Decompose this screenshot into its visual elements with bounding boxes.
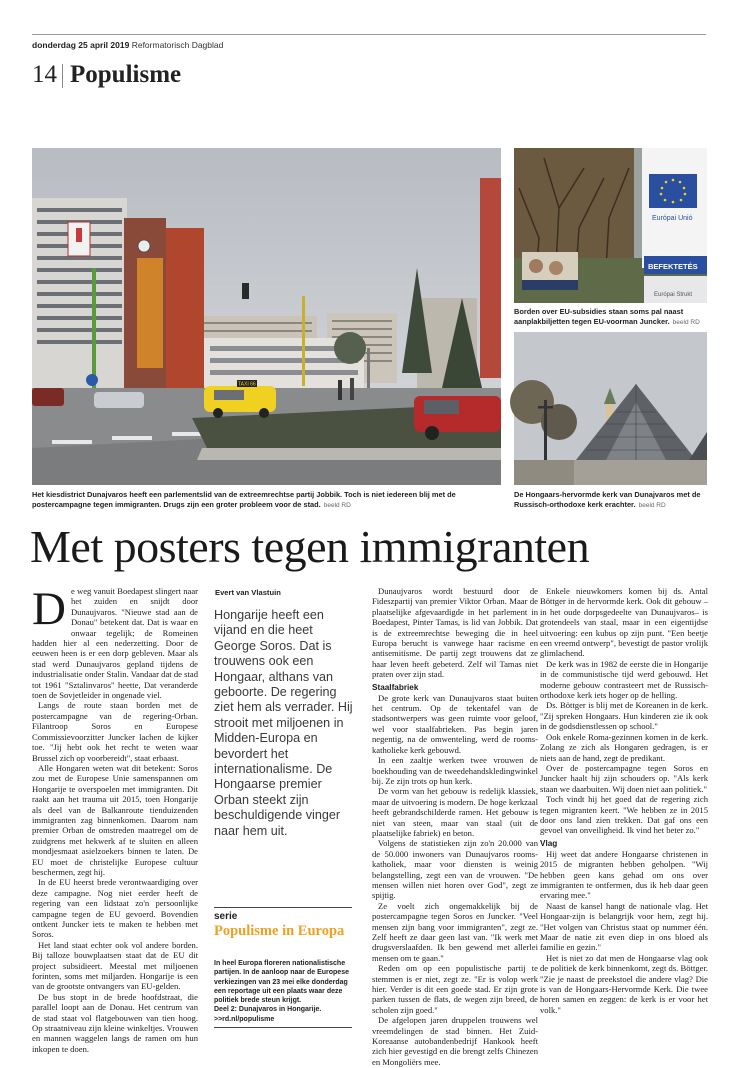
serie-title: Populisme in Europa: [214, 923, 345, 939]
section-title: Populisme: [70, 61, 182, 88]
article-subhead: Vlag: [540, 838, 558, 848]
taxi-sign-text: TAXI 66: [238, 381, 256, 388]
serie-bottom-rule: [214, 1027, 352, 1028]
pull-quote: Hongarije heeft een vijand en die heet George Soros. Dat is trouwens ook een Hongaar, althans van geboorte. De regering ziet hem als verrader. Hij strooit met miljoenen in Midden-Europa en bevordert het internationalisme. De Hongaarse premier Orban steekt zijn beschuldigende vinger naar hem uit.: [214, 608, 353, 838]
top-rule: [32, 34, 706, 35]
article-column-1: [32, 583, 198, 1056]
small-sign-text: Európai Strukt: [654, 292, 693, 298]
photo-churches: [514, 332, 707, 485]
article-paragraph: Enkele nieuwkomers komen bij ds. Antal Böttger in de hervormde kerk. Ook dit gebouw –in het oude dorpsgedeelte van Dunaujvaros– is grotendeels van staal, maar in een eigentijdse uitvoering: een kubus op zijn punt. "Een beetje een vreemd ontwerp", bevestigt de pastor vrolijk glimlachend.: [540, 586, 708, 659]
main-photo-caption: [32, 490, 502, 510]
eu-sign-text: Európai Unió: [652, 215, 693, 222]
author-name: Evert van Vlastuin: [215, 588, 281, 597]
article-paragraph: Naast de kansel hangt de nationale vlag. Het Hongaar-zijn is belangrijk voor hem, zegt hij. "Het volgen van Christus staat op nummer één. Maar de natie zit even diep in ons bloed als familie en gezin.": [540, 900, 708, 953]
page-number: 14: [32, 61, 57, 88]
main-photo-credit: beeld RD: [323, 501, 351, 509]
serie-part: Deel 2: Dunajvaros in Hongarije.: [214, 1006, 322, 1014]
article-paragraph: De bus stopt in de brede hoofdstraat, die parallel loopt aan de Donau. Het centrum van de stad staat vol flatgebouwen van tien hoog. Op straatniveau zijn kleine winkeltjes. Vrouwen en mannen waggelen langs de ramen om hun inkopen te doen.: [32, 991, 198, 1054]
newspaper-name: Reformatorisch Dagblad: [131, 40, 224, 50]
article-paragraph: Ze voelt zich ongemakkelijk bij de postercampagne tegen Soros en Juncker. "Veel mensen zijn bang voor immigranten", zegt ze. Zelf heeft ze daar geen last van. "Ik werk met drugsverslaafden. Ik ben gewend met allerlei mensen om te gaan.": [372, 900, 538, 963]
article-paragraph: Volgens de statistieken zijn zo'n 20.000 van de 50.000 inwoners van Dunaujvaros rooms-katholiek, maar voor diensten is weinig belangstelling, zegt een van de vrouwen. "De mensen willen niet horen over God", zegt ze spijtig.: [372, 838, 538, 901]
main-photo-caption-text: Het kiesdistrict Dunajvaros heeft een parlementslid van de extreemrechtse partij Jobbik. Toch is niet iedereen blij met de postercampagne tegen immigranten. Drugs zijn een groter probleem voor de stad.: [32, 490, 456, 509]
article-column-3: [372, 586, 538, 1067]
article-paragraph: In een zaaltje werken twee vrouwen de boekhouding van de tweedehandskledingwinkel bij. Ze zijn trots op hun kerk.: [372, 755, 538, 786]
befektetes-sign-text: BEFEKTETÉS: [648, 262, 698, 271]
serie-box-text: [214, 959, 354, 1024]
eu-billboards-caption-text: Borden over EU-subsidies staan soms pal naast aanplakbiljetten tegen EU-voorman Juncker.: [514, 307, 684, 326]
article-subhead: Staalfabriek: [372, 682, 419, 692]
article-paragraph: Het is niet zo dat men de Hongaarse vlag ook de politiek de kerk binnenkomt, zegt ds. Böttger. "Zie je naast de preekstoel die andere vlag? Die is van de Hongaars-Hervormde Kerk. Die twee horen samen en zeggen: de kerk is er voor het volk.": [540, 952, 708, 1015]
page-number-separator: [62, 64, 63, 88]
article-paragraph: De afgelopen jaren druppelen trouwens wel vreemdelingen de stad binnen. Het Zuid-Koreaanse autobandenbedrijf Hankook heeft zich hier gevestigd en die brengt zelfs Chinezen en Mongoliërs mee.: [372, 1015, 538, 1067]
article-headline: Met posters tegen immigranten: [30, 521, 590, 572]
article-column-4: [540, 586, 708, 1056]
article-paragraph: De kerk was in 1982 de eerste die in Hongarije in de communistische tijd werd gebouwd. Het moderne gebouw contrasteert met de Russisch-orthodoxe kerk iets hoger op de helling.: [540, 658, 708, 701]
churches-caption-text: De Hongaars-hervormde kerk van Dunajvaros met de Russisch-orthodoxe kerk erachter.: [514, 490, 701, 509]
article-paragraph: Ook enkele Roma-gezinnen komen in de kerk. Zolang ze zich als Hongaren gedragen, is er niets aan de hand, zegt de predikant.: [540, 731, 708, 763]
churches-credit: beeld RD: [638, 501, 666, 509]
article-paragraph: Het land staat echter ook vol andere borden. Bij talloze bouwplaatsen staat dat de EU dit project subsidieert. Meestal met miljoenen forinten, soms met miljarden. Hongarije is een van de grootste ontvangers van EU-gelden.: [32, 939, 198, 992]
serie-label: serie: [214, 911, 238, 922]
article-paragraph: In de EU heerst brede verontwaardiging over deze campagne. Nog niet eerder heeft de regering van een lidstaat zo'n persoonlijke campagne tegen de EU gevoerd. Bovendien ontkent Juncker iets te maken te hebben met Soros.: [32, 877, 198, 940]
article-paragraph: De grote kerk van Dunaujvaros staat buiten het centrum. Op de tekentafel van de stadsontwerpers was geen ruimte voor geloof, wel voor staalfabrieken. Pas begin jaren negentig, na de omwenteling, werd de rooms-katholieke kerk gebouwd.: [372, 692, 538, 755]
article-paragraph: Alle Hongaren weten wat dit betekent: Soros zou met de Europese Unie samenspannen om Hongarije te overspoelen met immigranten. Dit raakt aan het trauma uit 2015, toen Hongarije als deel van de Balkanroute tienduizenden immigranten zag binnenkomen. Daarom nam premier Orban de omstreden maatregel om de zuidgrens met hekwerk af te sluiten en alleen mondjesmaat asielzoekers binnen te laten. De EU moet de christelijke Europese cultuur beschermen, zegt hij.: [32, 762, 198, 877]
dropcap: D: [32, 583, 66, 635]
serie-description: In heel Europa floreren nationalistische partijen. In de aanloop naar de Europese verkiezingen van 23 mei elke donderdag een reportage uit een plaats waar deze politiek brede steun krijgt.: [214, 960, 349, 1005]
article-paragraph: Hij weet dat andere Hongaarse christenen in 2015 de migranten hebben geholpen. "Wij hebben geen kans gehad om ons over immigranten te ontfermen, dus ik heb daar geen ervaring mee.": [540, 848, 708, 901]
article-paragraph: Ds. Böttger is blij met de Koreanen in de kerk. "Zij spreken Hongaars. Hun kinderen zie ik ook in de godsdienstlessen op school.": [540, 700, 708, 732]
churches-caption: [514, 490, 708, 510]
main-photo-street: [32, 148, 501, 485]
photo-eu-billboards: [514, 148, 707, 303]
article-paragraph: Reden om op een populistische partij te stemmen is er niet, zegt ze. "Er is volop werk hier. Verder is dit een goede stad. Er zijn grote parken tussen de flats, de wegen zijn breed, de scholen zijn goed.": [372, 963, 538, 1015]
article-paragraph: De vorm van het gebouw is redelijk klassiek, maar de uitvoering is modern. De hoge kerkzaal heeft gebrandschilderde ramen. Het gebouw is niet van steen, maar van staal (uit de plaatselijke fabriek) en beton.: [372, 786, 538, 838]
article-paragraph: Toch vindt hij het goed dat de regering zich tegen migranten keert. "We hebben ze in 2015 door ons land zien trekken. Dat gaf ons een gevoel van onveiligheid. Ik vind het beter zo.": [540, 794, 708, 836]
article-paragraph: e weg vanuit Boedapest slingert naar het zuiden en snijdt door Dunaujvaros. "Nieuwe stad aan de Donau" betekent dat. Dat is waar en onwaar tegelijk; de Romeinen hadden hier al een nederzetting. Door de eeuwen heen is er een dorp gebleven. Maar als stad werd Dunaujvaros gepland tijdens de industrialisatie onder Stalin. Vandaar dat de stad tot 1961 "Sztalinvaros" heette, Dat veranderde toen de Sovjetleider in ongenade viel.: [32, 586, 198, 701]
dateline: [32, 40, 223, 50]
serie-top-rule: [214, 907, 352, 908]
eu-billboards-caption: [514, 307, 708, 327]
article-paragraph: Dunaujvaros wordt bestuurd door de Fideszpartij van premier Viktor Orban. Maar de plaatselijke afgevaardigde in het parlement in Boedapest, Pinter Tamas, is lid van Jobbik. Dat is de extreemrechtse beweging die in heel Europa berucht is vanwege haar racisme en antisemitisme. De partij zegt trouwens dat ze haar leven heeft gebeterd. Zelf wil Tamas niet praten over zijn stad.: [372, 586, 538, 680]
serie-link[interactable]: >>rd.nl/populisme: [214, 1015, 275, 1023]
article-paragraph: Over de postercampagne tegen Soros en Juncker haalt hij zijn schouders op. "Als kerk staan we daarbuiten. Wij doen niet aan politiek.": [540, 762, 708, 794]
date: donderdag 25 april 2019: [32, 40, 130, 50]
article-paragraph: Langs de route staan borden met de postercampagne van de regering-Orban. Filantroop Soros en Europese Commissievoorzitter Juncker lachen de kijker toe. "Jij hebt ook het recht te weten waar Brussel zich op voorbereidt", staat erbaast.: [32, 700, 198, 763]
eu-billboards-credit: beeld RD: [672, 318, 700, 326]
